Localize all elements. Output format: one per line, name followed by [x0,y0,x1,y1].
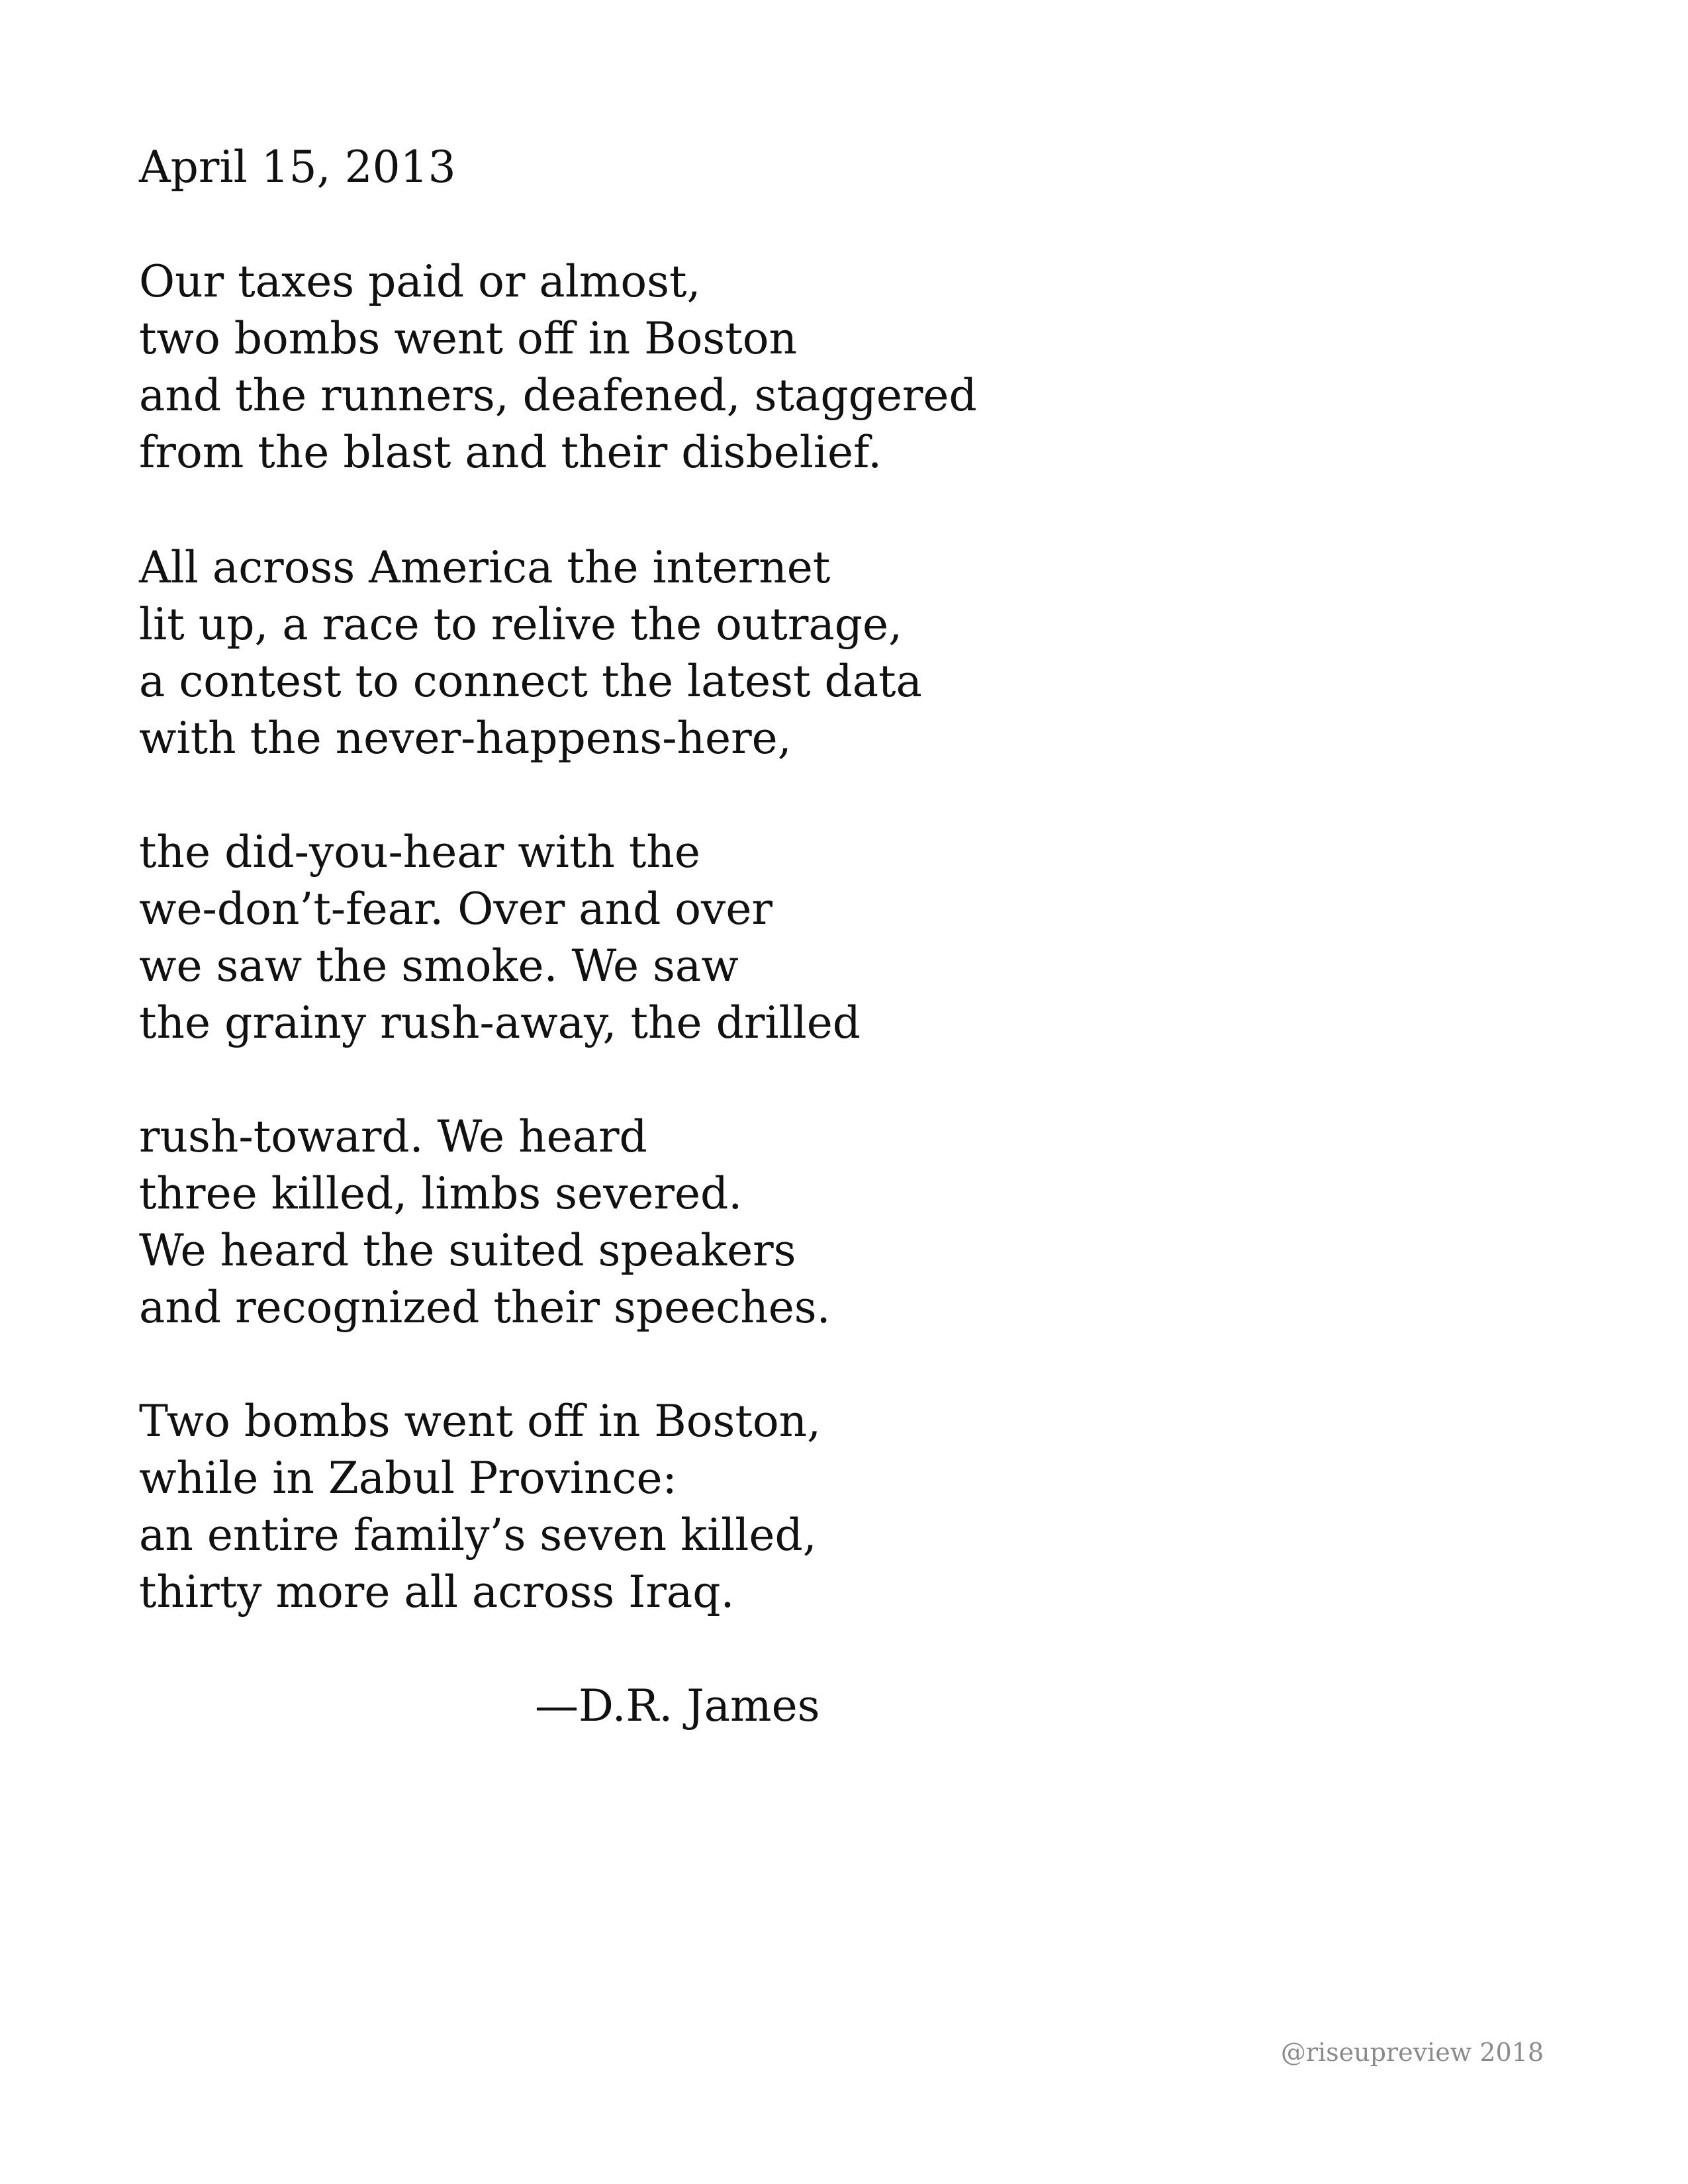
footer-credit: @riseupreview 2018 [1280,2038,1544,2067]
poem-line: All across America the internet [139,542,831,593]
poem-line: two bombs went off in Boston [139,313,798,364]
poem-line: and the runners, deafened, staggered [139,370,977,421]
stanza-2 [139,539,922,767]
poem-line: we saw the smoke. We saw [139,940,739,991]
poem-line: while in Zabul Province: [139,1453,677,1504]
poem-line: Two bombs went off in Boston, [139,1396,821,1447]
poem-line: with the never-happens-here, [139,713,792,764]
stanza-3 [139,824,861,1052]
author-signature: —D.R. James [535,1680,820,1731]
poem-line: an entire family’s seven killed, [139,1510,817,1561]
poem-line: we-don’t-fear. Over and over [139,884,773,934]
poem-line: from the blast and their disbelief. [139,427,882,478]
poem-line: three killed, limbs severed. [139,1168,743,1219]
poem-line: and recognized their speeches. [139,1282,831,1333]
poem-line: rush-toward. We heard [139,1111,647,1162]
poem-line: a contest to connect the latest data [139,656,922,707]
stanza-4 [139,1109,831,1336]
poem-line: We heard the suited speakers [139,1225,796,1276]
poem-title: April 15, 2013 [139,142,456,193]
poem-line: thirty more all across Iraq. [139,1567,735,1617]
poem-line: lit up, a race to relive the outrage, [139,599,903,650]
stanza-5 [139,1393,821,1621]
stanza-1 [139,253,977,481]
poem-line: Our taxes paid or almost, [139,256,701,307]
poem-line: the did-you-hear with the [139,827,700,878]
poem-line: the grainy rush-away, the drilled [139,997,861,1048]
